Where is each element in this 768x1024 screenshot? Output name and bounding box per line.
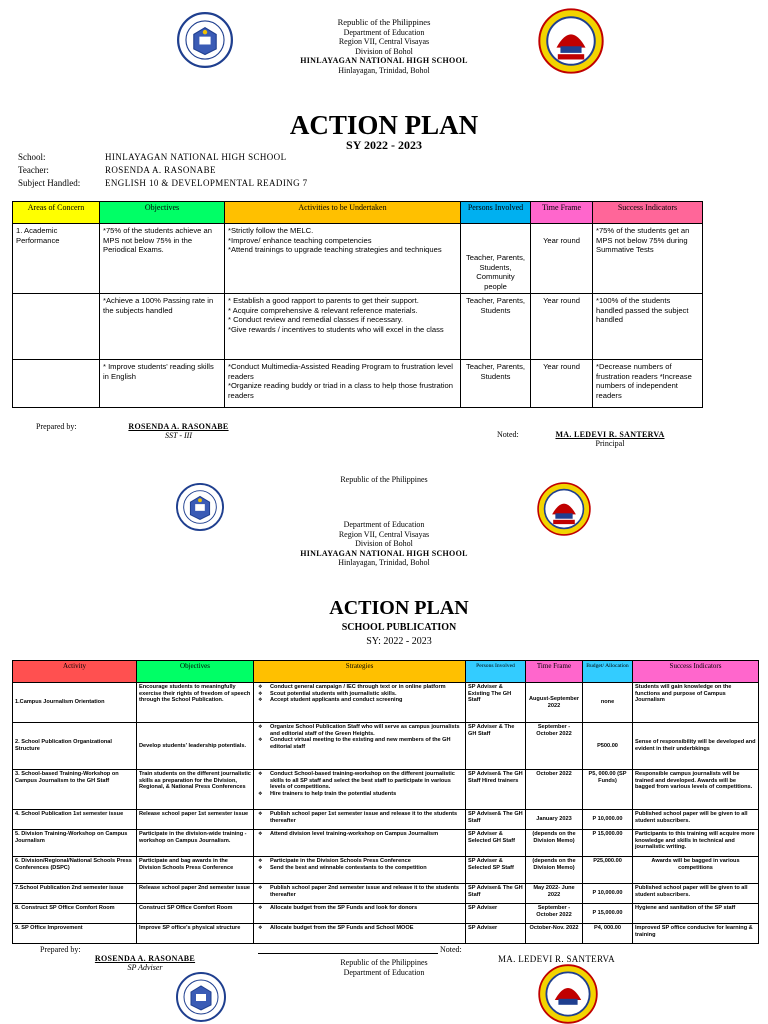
table-header-row: [13, 202, 703, 224]
time-cell: Year round: [531, 224, 593, 294]
noted-position: Principal: [595, 439, 625, 448]
objective-cell: *75% of the students achieve an MPS not below 75% in the Periodical Exams.: [100, 224, 225, 294]
activity-cell: 6. Division/Regional/National Schools Press Conferences (DSPC): [13, 857, 137, 884]
strategy-item: ❖ Attend division level training-workshop on Campus Journalism: [256, 831, 463, 838]
deped-seal-logo: [176, 972, 226, 1022]
time-cell: Year round: [531, 294, 593, 360]
col-persons-involved: Persons Involved: [466, 661, 526, 683]
table-row: [13, 294, 703, 360]
page-title: ACTION PLAN: [329, 597, 469, 619]
activities-cell: [225, 294, 461, 360]
budget-cell: P 15,000.00: [583, 904, 633, 924]
strategies-cell: [254, 857, 466, 884]
strategies-cell: [254, 723, 466, 770]
strategy-item: ❖ Organize School Publication Staff who will serve as campus journalists and editorial staff of the Green Heights.: [256, 724, 463, 737]
col-areas-of-concern: Areas of Concern: [13, 202, 100, 224]
budget-cell: P 10,000.00: [583, 884, 633, 904]
activity-cell: 2. School Publication Organizational Structure: [13, 723, 137, 770]
school-value: HINLAYAGAN NATIONAL HIGH SCHOOL: [105, 152, 287, 162]
strategies-cell: [254, 904, 466, 924]
activity-item: *Give rewards / incentives to students who will excel in the class: [228, 324, 444, 334]
time-cell: Year round: [531, 360, 593, 408]
strategies-cell: [254, 884, 466, 904]
time-cell: (depends on the Division Memo): [526, 857, 583, 884]
header-region: Region VII, Central Visayas: [338, 37, 430, 46]
success-cell: *100% of the students handled passed the subject handled: [593, 294, 703, 360]
objective-cell: *Achieve a 100% Passing rate in the subjects handled: [100, 294, 225, 360]
area-cell: [13, 294, 100, 360]
success-cell: Responsible campus journalists will be trained and developed. Awards will be bagged from various levels of competitions.: [633, 770, 759, 810]
strategies-cell: [254, 683, 466, 723]
header-division: Division of Bohol: [355, 46, 413, 56]
header-republic-2: Republic of the Philippines: [340, 475, 428, 484]
noted-name: MA. LEDEVI R. SANTERVA: [498, 954, 615, 964]
objective-cell: Participate and bag awards in the Division Schools Press Conference: [137, 857, 254, 884]
col-time-frame: Time Frame: [531, 202, 593, 224]
time-cell: September - October 2022: [526, 904, 583, 924]
activity-cell: 8. Construct SP Office Comfort Room: [13, 904, 137, 924]
budget-cell: P500.00: [583, 723, 633, 770]
table-row: [13, 683, 759, 723]
col-persons-involved: Persons Involved: [461, 202, 531, 224]
area-cell: [13, 360, 100, 408]
strategy-item: ❖ Hire trainers to help train the potential students: [256, 791, 463, 798]
strategy-item: ❖ Send the best and winnable contestants to the competition: [256, 865, 463, 872]
action-plan-page-1: [0, 0, 768, 448]
activities-cell: [225, 224, 461, 294]
prepared-by-name: ROSENDA A. RASONABE: [128, 422, 229, 431]
prepared-by-label: Prepared by:: [40, 945, 81, 954]
persons-cell: SP Adviser & Existing The GH Staff: [466, 683, 526, 723]
prepared-by-position: SP Adviser: [127, 963, 163, 972]
persons-cell: SP Adviser & The GH Staff: [466, 723, 526, 770]
divider: [258, 953, 438, 954]
prepared-by-block: [126, 422, 231, 440]
header-school: HINLAYAGAN NATIONAL HIGH SCHOOL: [300, 56, 468, 65]
time-cell: January 2023: [526, 810, 583, 830]
teacher-label: Teacher:: [18, 165, 49, 175]
school-publication-table: [12, 660, 759, 944]
time-cell: (depends on the Division Memo): [526, 830, 583, 857]
activity-cell: 3. School-based Training-Workshop on Campus Journalism to the GH Staff: [13, 770, 137, 810]
persons-cell: Teacher, Parents, Students: [461, 360, 531, 408]
strategies-cell: [254, 810, 466, 830]
success-cell: Students will gain knowledge on the functions and purpose of Campus Journalism: [633, 683, 759, 723]
strategy-item: ❖ Participate in the Division Schools Press Conference: [256, 858, 463, 865]
activity-item: *Organize reading buddy or triad in a class to help those frustration readers: [228, 381, 453, 400]
activity-item: *Conduct Multimedia-Assisted Reading Program to frustration level readers: [228, 362, 453, 381]
header-department: Department of Education: [343, 27, 425, 37]
col-success-indicators: Success Indicators: [633, 661, 759, 683]
school-label: School:: [18, 152, 46, 162]
activity-cell: 1.Campus Journalism Orientation: [13, 683, 137, 723]
table-header-row: [13, 661, 759, 683]
table-row: [13, 770, 759, 810]
strategy-item: ❖ Allocate budget from the SP Funds and School MOOE: [256, 925, 463, 932]
activity-item: * Conduct review and remedial classes if necessary.: [228, 315, 404, 324]
activities-cell: [225, 360, 461, 408]
col-activities: Activities to be Undertaken: [225, 202, 461, 224]
header-division: Division of Bohol: [355, 539, 413, 548]
col-activity: Activity: [13, 661, 137, 683]
success-cell: *Decrease numbers of frustration readers *Increase numbers of independent readers: [593, 360, 703, 408]
col-budget: Budget/ Allocation: [583, 661, 633, 683]
school-year: SY 2022 - 2023: [346, 138, 422, 152]
success-cell: Sense of responsibility will be developed and evident in their underbkings: [633, 723, 759, 770]
strategy-item: ❖ Conduct virtual meeting to the existing and new members of the GH editorial staff: [256, 737, 463, 750]
strategy-item: ❖ Accept student applicants and conduct screening: [256, 697, 463, 704]
objective-cell: Participate in the division-wide training -workshop on Campus Journalism.: [137, 830, 254, 857]
table-row: [13, 224, 703, 294]
col-time-frame: Time Frame: [526, 661, 583, 683]
prepared-by-position: SST - III: [165, 431, 192, 440]
noted-label: Noted:: [440, 945, 462, 954]
objective-cell: * Improve students' reading skills in English: [100, 360, 225, 408]
prepared-by-name: ROSENDA A. RASONABE: [94, 954, 196, 963]
col-objectives: Objectives: [100, 202, 225, 224]
header-republic: Republic of the Philippines: [337, 17, 431, 27]
objective-cell: Train students on the different journalistic skills as preparation for the Division, Regional, & National Press Conferences: [137, 770, 254, 810]
table-row: [13, 904, 759, 924]
activity-cell: 9. SP Office Improvement: [13, 924, 137, 944]
area-cell: 1. Academic Performance: [13, 224, 100, 294]
header-address: Hinlayagan, Trinidad, Bohol: [338, 558, 430, 567]
school-year: SY: 2022 - 2023: [366, 636, 432, 647]
success-cell: Awards will be bagged in various competitions: [633, 857, 759, 884]
header-school: HINLAYAGAN NATIONAL HIGH SCHOOL: [300, 548, 468, 558]
subject-value: ENGLISH 10 & DEVELOPMENTAL READING 7: [105, 178, 308, 188]
activity-cell: 4. School Publication 1st semester issue: [13, 810, 137, 830]
time-cell: October 2022: [526, 770, 583, 810]
letterhead-2: [0, 520, 768, 568]
subject-label: Subject Handled:: [18, 178, 81, 188]
footer-republic: Republic of the Philippines: [340, 958, 428, 967]
activity-item: *Improve/ enhance teaching competencies: [228, 235, 372, 245]
noted-block: [498, 954, 615, 964]
persons-cell: SP Adviser & Selected GH Staff: [466, 830, 526, 857]
objective-cell: Release school paper 1st semester issue: [137, 810, 254, 830]
strategy-item: ❖ Conduct general campaign / IEC through text or in online platform: [256, 684, 463, 691]
activity-item: *Strictly follow the MELC.: [228, 226, 314, 235]
activity-item: * Establish a good rapport to parents to get their support.: [228, 296, 419, 305]
strategy-item: ❖ Publish school paper 2nd semester issue and release it to the students thereafter: [256, 885, 463, 898]
col-objectives: Objectives: [137, 661, 254, 683]
activity-cell: 7.School Publication 2nd semester issue: [13, 884, 137, 904]
table-row: [13, 857, 759, 884]
persons-cell: SP Adviser: [466, 924, 526, 944]
success-cell: Published school paper will be given to all student subscribers.: [633, 884, 759, 904]
table-row: [13, 360, 703, 408]
objective-cell: Develop students' leadership potentials.: [137, 723, 254, 770]
time-cell: May 2022- June 2022: [526, 884, 583, 904]
strategy-item: ❖ Publish school paper 1st semester issue and release it to the students thereafter: [256, 811, 463, 824]
strategy-item: ❖ Scout potential students with journalistic skills.: [256, 691, 463, 698]
budget-cell: P4, 000.00: [583, 924, 633, 944]
col-success-indicators: Success Indicators: [593, 202, 703, 224]
time-cell: October-Nov. 2022: [526, 924, 583, 944]
action-plan-page-2: [0, 440, 768, 1024]
persons-cell: SP Adviser& The GH Staff Hired trainers: [466, 770, 526, 810]
success-cell: Improved SP office conducive for learning & training: [633, 924, 759, 944]
budget-cell: P5, 000.00 (SP Funds): [583, 770, 633, 810]
noted-name: MA. LEDEVI R. SANTERVA: [555, 430, 665, 439]
persons-cell: SP Adviser& The GH Staff: [466, 884, 526, 904]
success-cell: Hygiene and sanitation of the SP staff: [633, 904, 759, 924]
strategies-cell: [254, 830, 466, 857]
table-row: [13, 884, 759, 904]
teacher-value: ROSENDA A. RASONABE: [105, 165, 216, 175]
budget-cell: P25,000.00: [583, 857, 633, 884]
col-strategies: Strategies: [254, 661, 466, 683]
noted-label: Noted:: [497, 430, 519, 439]
objective-cell: Construct SP Office Comfort Room: [137, 904, 254, 924]
strategy-item: ❖ Allocate budget from the SP Funds and look for donors: [256, 905, 463, 912]
time-cell: September - October 2022: [526, 723, 583, 770]
time-cell: August-September 2022: [526, 683, 583, 723]
strategies-cell: [254, 924, 466, 944]
table-row: [13, 830, 759, 857]
page-title: ACTION PLAN: [289, 110, 479, 140]
activity-cell: 5. Division Training-Workshop on Campus Journalism: [13, 830, 137, 857]
persons-cell: Teacher, Parents, Students, Community people: [461, 224, 531, 294]
objective-cell: Encourage students to meaningfully exercise their rights of freedom of speech through the School Publication.: [137, 683, 254, 723]
header-region: Region VII, Central Visayas: [338, 529, 430, 539]
activity-item: * Acquire comprehensive & relevant reference materials.: [228, 305, 418, 315]
success-cell: Participants to this training will acquire more knowledge and skills in technical and journalistic writing.: [633, 830, 759, 857]
letterhead: [0, 18, 768, 75]
prepared-by-label: Prepared by:: [36, 422, 77, 431]
success-cell: Published school paper will be given to all student subscribers.: [633, 810, 759, 830]
activity-item: *Attend trainings to upgrade teaching strategies and techniques: [228, 245, 442, 254]
budget-cell: P 15,000.00: [583, 830, 633, 857]
budget-cell: P 10,000.00: [583, 810, 633, 830]
school-seal-logo: [538, 964, 598, 1024]
header-department: Department of Education: [343, 520, 425, 529]
footer-letterhead: [0, 958, 768, 977]
persons-cell: SP Adviser: [466, 904, 526, 924]
strategy-item: ❖ Conduct School-based training-workshop on the different journalistic skills to all SP staff and select the best staff to participate in various levels of competitions.: [256, 771, 463, 791]
success-cell: *75% of the students get an MPS not below 75% during Summative Tests: [593, 224, 703, 294]
table-row: [13, 723, 759, 770]
persons-cell: SP Adviser& The GH Staff: [466, 810, 526, 830]
objective-cell: Release school paper 2nd semester issue: [137, 884, 254, 904]
teacher-info: [18, 152, 518, 191]
academic-action-plan-table: [12, 201, 703, 408]
footer-department: Department of Education: [343, 967, 425, 977]
page-subtitle: SCHOOL PUBLICATION: [341, 622, 457, 633]
table-row: [13, 924, 759, 944]
budget-cell: none: [583, 683, 633, 723]
persons-cell: Teacher, Parents, Students: [461, 294, 531, 360]
table-row: [13, 810, 759, 830]
header-address: Hinlayagan, Trinidad, Bohol: [338, 65, 430, 75]
strategies-cell: [254, 770, 466, 810]
persons-cell: SP Adviser & Selected SP Staff: [466, 857, 526, 884]
objective-cell: Improve SP office's physical structure: [137, 924, 254, 944]
